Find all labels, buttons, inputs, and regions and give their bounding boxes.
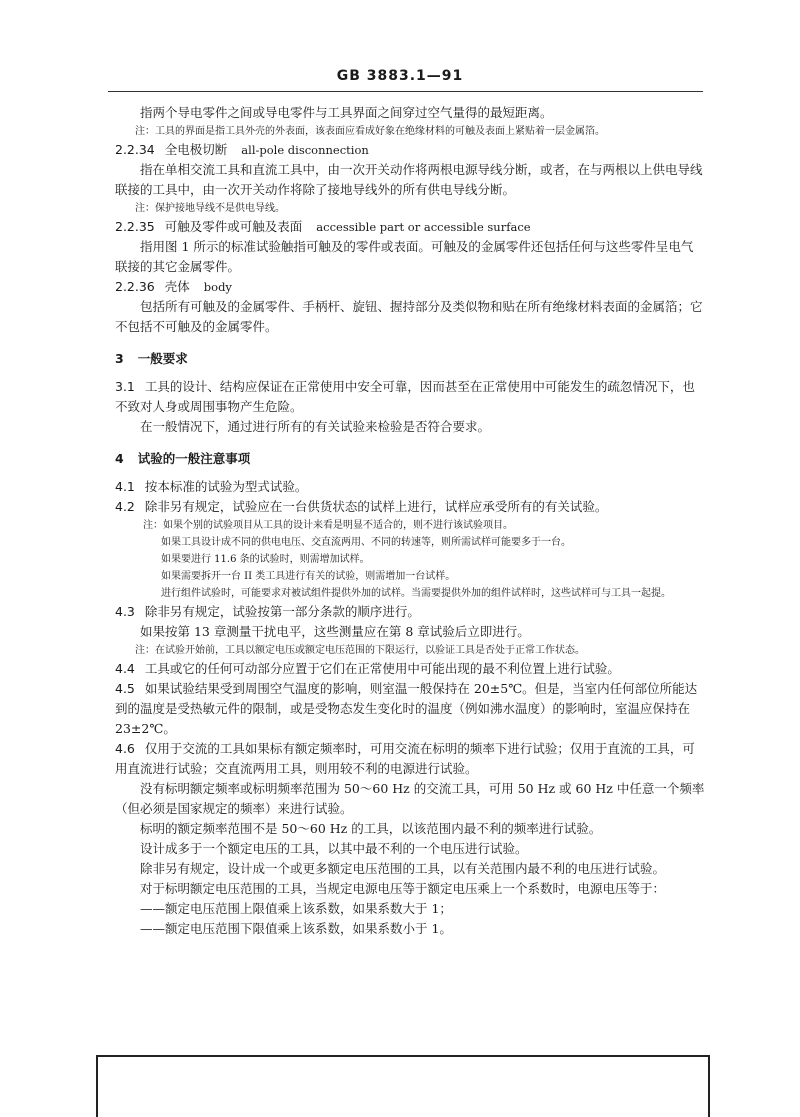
clause-number: 4.1 [115,479,135,494]
note: 注：保护接地导线不是供电导线。 [135,203,285,214]
note: 如果工具设计成不同的供电电压、交直流两用、不同的转速等，则所需试样可能要多于一台。 [161,537,571,548]
clause-text: 除非另有规定，试验按第一部分条款的顺序进行。 [144,604,420,619]
bottom-frame [96,1055,710,1117]
section-title: 试验的一般注意事项 [137,451,251,466]
note: 进行组件试验时，可能要求对被试组件提供外加的试样。当需要提供外加的组件试样时，这些试样可与工具一起提。 [161,588,671,599]
clause-english-title: accessible part or accessible surface [316,220,531,234]
clause-number: 4.2 [115,499,135,514]
paragraph: 对于标明额定电压范围的工具，当规定电源电压等于额定电压乘上一个系数时，电源电压等于： [140,881,666,896]
clause-title: 可触及零件或可触及表面 [164,219,303,234]
paragraph: 指两个导电零件之间或导电零件与工具界面之间穿过空气量得的最短距离。 [140,105,553,120]
note: 注：工具的界面是指工具外壳的外表面，该表面应看成好象在绝缘材料的可触及表面上紧贴着一层金属箔。 [135,126,605,137]
paragraph: 指在单相交流工具和直流工具中，由一次开关动作将两根电源导线分断，或者，在与两根以上供电导线联接的工具中，由一次开关动作将除了接地导线外的所有供电导线分断。 [115,162,703,197]
clause-title: 全电极切断 [164,142,228,157]
section-4-heading [115,449,705,469]
clause-number: 3.1 [115,379,135,394]
clause-4-2 [115,497,705,517]
document-body [115,103,705,939]
note: 如果要进行 11.6 条的试验时，则需增加试样。 [161,554,370,565]
clause-english-title: all-pole disconnection [241,143,369,157]
clause-4-5 [115,679,705,739]
clause-text: 除非另有规定，试验应在一台供货状态的试样上进行，试样应承受所有的有关试验。 [144,499,608,514]
clause-text: 工具的设计、结构应保证在正常使用中安全可靠，因而甚至在正常使用中可能发生的疏忽情况下，也不致对人身或周围事物产生危险。 [115,379,695,414]
paragraph: 包括所有可触及的金属零件、手柄杆、旋钮、握持部分及类似物和贴在所有绝缘材料表面的金属箔；它不包括不可触及的金属零件。 [115,299,703,334]
clause-4-1 [115,477,705,497]
paragraph: 在一般情况下，通过进行所有的有关试验来检验是否符合要求。 [140,419,491,434]
clause-4-4 [115,659,705,679]
standard-code-header: GB 3883.1—91 [336,68,464,84]
clause-title: 壳体 [164,279,190,294]
paragraph: 设计成多于一个额定电压的工具，以其中最不利的一个电压进行试验。 [140,841,528,856]
section-number: 3 [115,351,124,366]
note: 如果需要拆开一台 II 类工具进行有关的试验，则需增加一台试样。 [161,571,456,582]
dash-item: ——额定电压范围上限值乘上该系数，如果系数大于 1； [140,901,452,916]
paragraph: 没有标明额定频率或标明频率范围为 50～60 Hz 的交流工具，可用 50 Hz 或 60 Hz 中任意一个频率（但必须是国家规定的频率）来进行试验。 [115,781,705,816]
dash-item: ——额定电压范围下限值乘上该系数，如果系数小于 1。 [140,921,452,936]
paragraph: 除非另有规定，设计成一个或更多额定电压范围的工具，以有关范围内最不利的电压进行试验。 [140,861,666,876]
clause-number: 4.6 [115,741,135,756]
clause-number: 2.2.36 [115,279,155,294]
section-title: 一般要求 [137,351,188,366]
clause-text: 仅用于交流的工具如果标有额定频率时，可用交流在标明的频率下进行试验；仅用于直流的工具，可用直流进行试验；交直流两用工具，则用较不利的电源进行试验。 [115,741,695,776]
clause-4-6 [115,739,705,779]
clause-2-2-34 [115,140,705,160]
clause-2-2-36 [115,277,705,297]
clause-number: 4.4 [115,661,135,676]
clause-number: 2.2.34 [115,142,155,157]
clause-2-2-35 [115,217,705,237]
clause-text: 如果试验结果受到周围空气温度的影响，则室温一般保持在 20±5℃。但是，当室内任何部位所能达到的温度是受热敏元件的限制，或是受物态发生变化时的温度（例如沸水温度）的影响时，室温应保持在 23±2℃。 [115,681,698,736]
clause-3-1 [115,377,705,417]
section-number: 4 [115,451,124,466]
clause-number: 4.5 [115,681,135,696]
paragraph: 如果按第 13 章测量干扰电平，这些测量应在第 8 章试验后立即进行。 [140,624,530,639]
note: 注：如果个别的试验项目从工具的设计来看是明显不适合的，则不进行该试验项目。 [143,520,513,531]
clause-text: 按本标准的试验为型式试验。 [144,479,308,494]
paragraph: 指用图 1 所示的标准试验触指可触及的零件或表面。可触及的金属零件还包括任何与这些零件呈电气联接的其它金属零件。 [115,239,694,274]
clause-number: 4.3 [115,604,135,619]
clause-text: 工具或它的任何可动部分应置于它们在正常使用中可能出现的最不利位置上进行试验。 [144,661,620,676]
clause-number: 2.2.35 [115,219,155,234]
section-3-heading [115,349,705,369]
header-rule [108,91,703,92]
clause-english-title: body [203,280,232,294]
paragraph: 标明的额定频率范围不是 50～60 Hz 的工具，以该范围内最不利的频率进行试验。 [140,821,602,836]
note: 注：在试验开始前，工具以额定电压或额定电压范围的下限运行，以验证工具是否处于正常工作状态。 [135,645,585,656]
clause-4-3 [115,602,705,622]
